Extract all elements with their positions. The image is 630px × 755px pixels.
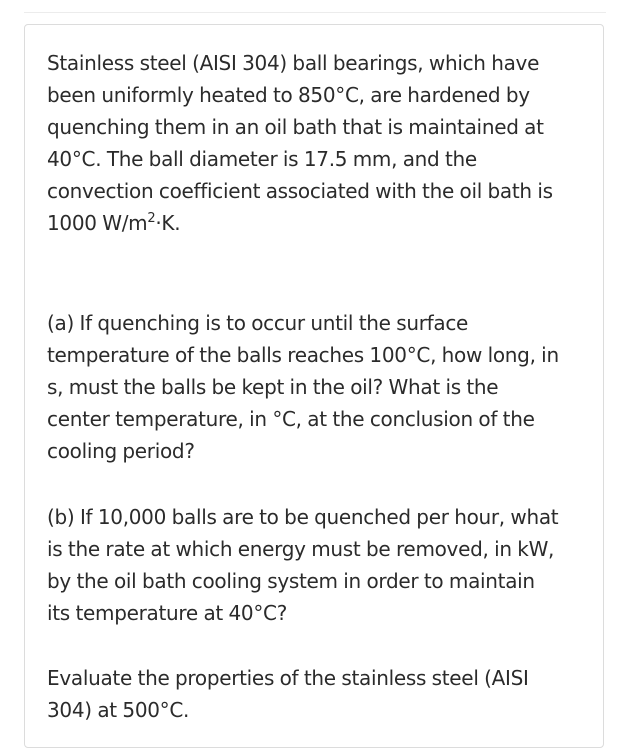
- h-value-prefix: 1000 W/m: [47, 211, 148, 235]
- part-a-question: [47, 307, 592, 467]
- properties-note: [47, 662, 592, 726]
- part-b-line: is the rate at which energy must be removed, in kW,: [47, 537, 555, 561]
- h-value-exponent: 2: [147, 211, 156, 226]
- problem-intro: [47, 47, 592, 239]
- intro-line: Stainless steel (AISI 304) ball bearings, which have: [47, 51, 540, 75]
- properties-line: Evaluate the properties of the stainless steel (AISI: [47, 666, 529, 690]
- intro-line: quenching them in an oil bath that is maintained at: [47, 115, 544, 139]
- part-b-line: its temperature at 40°C?: [47, 601, 288, 625]
- part-a-line: center temperature, in °C, at the conclusion of the: [47, 407, 535, 431]
- part-b-line: (b) If 10,000 balls are to be quenched per hour, what: [47, 505, 559, 529]
- part-b-question: [47, 501, 592, 629]
- h-value-suffix: ·K.: [155, 211, 181, 235]
- properties-line: 304) at 500°C.: [47, 698, 190, 722]
- part-a-line: temperature of the balls reaches 100°C, how long, in: [47, 343, 559, 367]
- top-divider: [24, 12, 606, 13]
- part-a-line: s, must the balls be kept in the oil? What is the: [47, 375, 499, 399]
- intro-line: 40°C. The ball diameter is 17.5 mm, and the: [47, 147, 477, 171]
- intro-line: been uniformly heated to 850°C, are hardened by: [47, 83, 530, 107]
- convection-coefficient-line: [47, 207, 592, 239]
- part-b-line: by the oil bath cooling system in order to maintain: [47, 569, 535, 593]
- part-a-line: cooling period?: [47, 439, 195, 463]
- intro-line: convection coefficient associated with the oil bath is: [47, 179, 553, 203]
- part-a-line: (a) If quenching is to occur until the surface: [47, 311, 469, 335]
